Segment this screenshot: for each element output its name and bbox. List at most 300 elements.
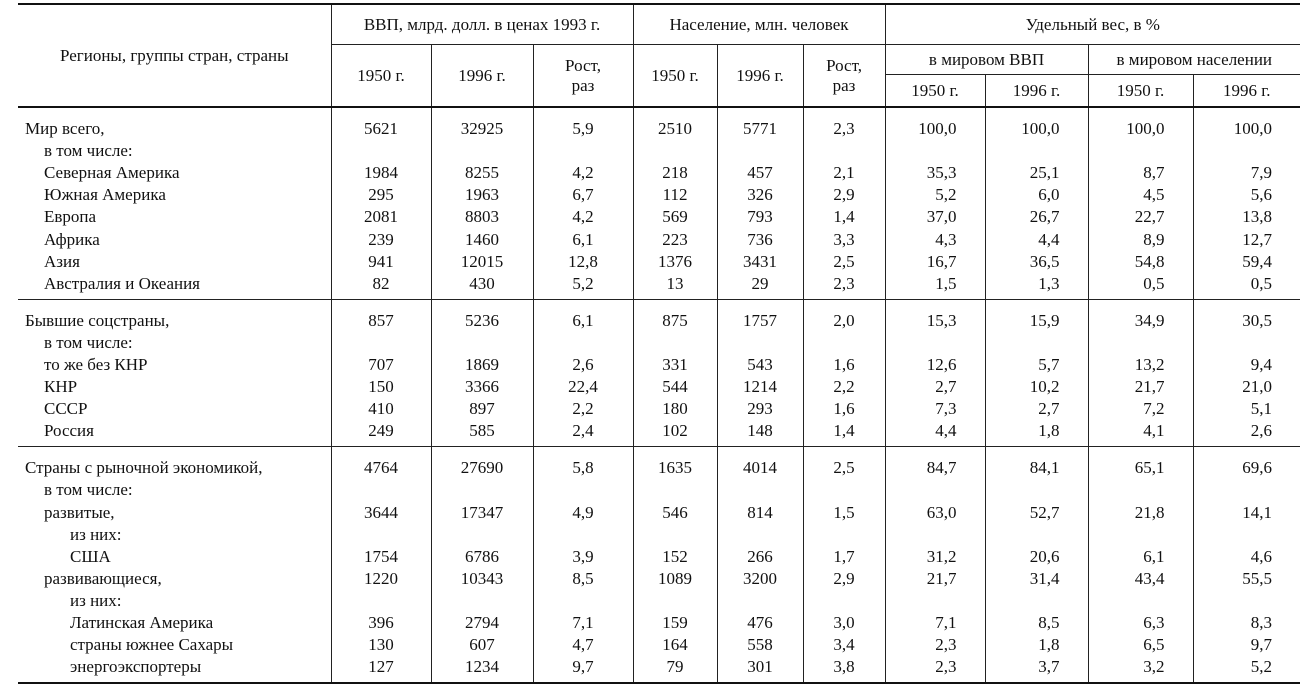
table-cell: 2081 <box>331 206 431 228</box>
table-cell <box>331 590 431 612</box>
table-cell: 1220 <box>331 568 431 590</box>
row-label: энергоэкспортеры <box>18 656 331 683</box>
row-label: страны южнее Сахары <box>70 635 234 655</box>
pop-growth-header: Рост, раз <box>803 45 885 108</box>
table-cell <box>331 524 431 546</box>
table-cell <box>331 479 431 501</box>
table-cell: 1,6 <box>803 398 885 420</box>
table-cell <box>985 524 1088 546</box>
row-label: СССР <box>44 399 88 419</box>
table-cell: 7,9 <box>1193 162 1300 184</box>
table-cell: 12,6 <box>885 354 985 376</box>
table-cell: 7,3 <box>885 398 985 420</box>
share-gdp-1996-header: 1996 г. <box>985 75 1088 108</box>
row-label: КНР <box>44 377 78 397</box>
table-cell: 54,8 <box>1088 251 1193 273</box>
table-cell: 544 <box>633 376 717 398</box>
table-cell <box>431 140 533 162</box>
table-cell: 21,7 <box>1088 376 1193 398</box>
table-row <box>18 479 1300 501</box>
table-cell <box>885 479 985 501</box>
table-cell: 4014 <box>717 447 803 480</box>
row-label: из них: <box>70 590 122 610</box>
table-cell: 1757 <box>717 299 803 332</box>
table-row <box>18 656 1300 683</box>
table-cell: 2,5 <box>803 447 885 480</box>
table-cell <box>985 590 1088 612</box>
table-cell: 100,0 <box>885 107 985 140</box>
table-cell: 4,4 <box>885 420 985 447</box>
row-label: Бывшие соцстраны, <box>25 310 170 330</box>
table-cell: 1214 <box>717 376 803 398</box>
table-cell: 9,7 <box>533 656 633 683</box>
row-label: Россия <box>18 420 331 447</box>
table-cell: 52,7 <box>985 502 1088 524</box>
table-cell: 2,7 <box>885 376 985 398</box>
table-cell: 4,9 <box>533 502 633 524</box>
table-cell: 3200 <box>717 568 803 590</box>
table-cell <box>533 590 633 612</box>
table-cell: 2,5 <box>803 251 885 273</box>
table-cell: 1635 <box>633 447 717 480</box>
gdp-group-header: ВВП, млрд. долл. в ценах 1993 г. <box>331 4 633 45</box>
table-cell: 5,2 <box>885 184 985 206</box>
table-cell: 2,6 <box>1193 420 1300 447</box>
table-cell: 5621 <box>331 107 431 140</box>
table-cell: 0,5 <box>1088 273 1193 300</box>
table-cell: 6,0 <box>985 184 1088 206</box>
regions-column-header: Регионы, группы стран, страны <box>18 4 331 107</box>
table-cell <box>1193 590 1300 612</box>
table-row <box>18 140 1300 162</box>
table-cell: 1984 <box>331 162 431 184</box>
table-cell <box>803 332 885 354</box>
table-row <box>18 184 1300 206</box>
table-cell: 15,3 <box>885 299 985 332</box>
table-cell: 2,9 <box>803 184 885 206</box>
table-cell <box>431 332 533 354</box>
table-cell <box>633 332 717 354</box>
table-cell: 29 <box>717 273 803 300</box>
share-pop-1950-header: 1950 г. <box>1088 75 1193 108</box>
table-cell: 31,4 <box>985 568 1088 590</box>
table-cell: 1,8 <box>985 420 1088 447</box>
table-cell: 12,8 <box>533 251 633 273</box>
table-cell: 8,5 <box>985 612 1088 634</box>
table-cell: 569 <box>633 206 717 228</box>
table-cell: 2,4 <box>533 420 633 447</box>
table-row <box>18 299 1300 332</box>
table-row <box>18 354 1300 376</box>
table-row <box>18 162 1300 184</box>
table-cell: 6,5 <box>1088 634 1193 656</box>
table-cell <box>533 524 633 546</box>
table-cell <box>1088 140 1193 162</box>
table-cell: 16,7 <box>885 251 985 273</box>
table-cell: 5,8 <box>533 447 633 480</box>
table-cell <box>431 479 533 501</box>
table-cell: 8255 <box>431 162 533 184</box>
row-label: в том числе: <box>44 480 133 500</box>
table-row <box>18 228 1300 250</box>
row-label: Северная Америка <box>44 163 180 183</box>
table-cell: 6,1 <box>533 228 633 250</box>
table-cell: 736 <box>717 228 803 250</box>
table-cell <box>985 140 1088 162</box>
table-cell: 1,4 <box>803 420 885 447</box>
table-cell <box>985 332 1088 354</box>
table-cell: 6,3 <box>1088 612 1193 634</box>
table-cell: 7,2 <box>1088 398 1193 420</box>
table-cell: 430 <box>431 273 533 300</box>
table-cell: 65,1 <box>1088 447 1193 480</box>
table-cell <box>633 524 717 546</box>
table-cell: 6786 <box>431 546 533 568</box>
row-label: Мир всего, <box>25 119 105 139</box>
table-cell: 607 <box>431 634 533 656</box>
table-cell: 546 <box>633 502 717 524</box>
table-cell: 2,3 <box>885 634 985 656</box>
table-cell: 25,1 <box>985 162 1088 184</box>
table-cell <box>717 590 803 612</box>
table-cell: 2,1 <box>803 162 885 184</box>
row-label: Страны с рыночной экономикой, <box>25 458 263 478</box>
table-cell: 3366 <box>431 376 533 398</box>
table-cell: 37,0 <box>885 206 985 228</box>
share-gdp-header: в мировом ВВП <box>885 45 1088 75</box>
table-cell: 4,6 <box>1193 546 1300 568</box>
table-cell: 130 <box>331 634 431 656</box>
table-cell <box>803 140 885 162</box>
table-cell: 1376 <box>633 251 717 273</box>
table-cell: 8,3 <box>1193 612 1300 634</box>
table-cell: 8,9 <box>1088 228 1193 250</box>
table-cell <box>985 479 1088 501</box>
table-cell: 12015 <box>431 251 533 273</box>
table-row <box>18 376 1300 398</box>
table-cell: 10343 <box>431 568 533 590</box>
table-cell: 2,9 <box>803 568 885 590</box>
table-cell: 2,3 <box>885 656 985 683</box>
table-cell: 2,3 <box>803 107 885 140</box>
table-cell <box>885 590 985 612</box>
table-cell <box>885 524 985 546</box>
row-label: в том числе: <box>44 141 133 161</box>
table-row <box>18 568 1300 590</box>
table-cell: 59,4 <box>1193 251 1300 273</box>
table-cell <box>533 140 633 162</box>
table-cell: 2,2 <box>803 376 885 398</box>
table-cell: 223 <box>633 228 717 250</box>
table-cell <box>1193 332 1300 354</box>
table-cell: 1234 <box>431 656 533 683</box>
table-cell <box>717 140 803 162</box>
table-cell <box>1193 524 1300 546</box>
table-cell <box>331 332 431 354</box>
table-row <box>18 251 1300 273</box>
pop-1950-header: 1950 г. <box>633 45 717 108</box>
table-cell: 410 <box>331 398 431 420</box>
table-cell: 30,5 <box>1193 299 1300 332</box>
table-row <box>18 546 1300 568</box>
table-cell <box>885 332 985 354</box>
table-cell: 5,2 <box>1193 656 1300 683</box>
table-cell: 4,1 <box>1088 420 1193 447</box>
table-cell: 5,2 <box>533 273 633 300</box>
table-cell: 22,7 <box>1088 206 1193 228</box>
table-cell: 2,0 <box>803 299 885 332</box>
table-cell: 84,7 <box>885 447 985 480</box>
table-cell: 10,2 <box>985 376 1088 398</box>
table-row <box>18 420 1300 447</box>
table-cell: 5,7 <box>985 354 1088 376</box>
table-cell: 1,4 <box>803 206 885 228</box>
table-cell <box>431 524 533 546</box>
table-cell: 63,0 <box>885 502 985 524</box>
row-label: Азия <box>44 251 80 271</box>
table-cell: 3644 <box>331 502 431 524</box>
table-cell <box>331 140 431 162</box>
table-cell: 27690 <box>431 447 533 480</box>
table-cell: 0,5 <box>1193 273 1300 300</box>
table-cell <box>885 140 985 162</box>
table-cell: 100,0 <box>1193 107 1300 140</box>
row-label: то же без КНР <box>44 354 148 374</box>
row-label: развивающиеся, <box>44 568 162 588</box>
table-cell: 79 <box>633 656 717 683</box>
share-pop-header: в мировом населении <box>1088 45 1300 75</box>
table-cell: 1,8 <box>985 634 1088 656</box>
table-cell: 4,2 <box>533 206 633 228</box>
table-cell: 21,0 <box>1193 376 1300 398</box>
table-cell: 84,1 <box>985 447 1088 480</box>
table-row <box>18 206 1300 228</box>
row-label: Африка <box>44 229 100 249</box>
table-cell: 36,5 <box>985 251 1088 273</box>
table-cell: 396 <box>331 612 431 634</box>
share-group-header: Удельный вес, в % <box>885 4 1300 45</box>
gdp-1950-header: 1950 г. <box>331 45 431 108</box>
table-cell: 1,6 <box>803 354 885 376</box>
table-cell: 8,7 <box>1088 162 1193 184</box>
table-cell: 7,1 <box>885 612 985 634</box>
table-cell: 180 <box>633 398 717 420</box>
table-cell: 26,7 <box>985 206 1088 228</box>
table-cell: 239 <box>331 228 431 250</box>
table-cell: 3431 <box>717 251 803 273</box>
table-cell: 2,6 <box>533 354 633 376</box>
table-row <box>18 502 1300 524</box>
table-cell <box>1088 524 1193 546</box>
table-cell: 35,3 <box>885 162 985 184</box>
table-cell: 249 <box>331 420 431 447</box>
table-cell: 6,1 <box>1088 546 1193 568</box>
table-cell <box>717 332 803 354</box>
table-cell: 100,0 <box>1088 107 1193 140</box>
table-cell <box>1193 140 1300 162</box>
population-group-header: Население, млн. человек <box>633 4 885 45</box>
table-cell: 9,4 <box>1193 354 1300 376</box>
table-cell: 21,8 <box>1088 502 1193 524</box>
table-cell: 2,3 <box>803 273 885 300</box>
table-cell: 5,6 <box>1193 184 1300 206</box>
row-label: США <box>70 546 111 566</box>
table-row <box>18 634 1300 656</box>
table-body <box>18 107 1300 683</box>
table-cell: 476 <box>717 612 803 634</box>
table-row <box>18 590 1300 612</box>
table-cell: 4764 <box>331 447 431 480</box>
table-cell: 301 <box>717 656 803 683</box>
table-cell: 127 <box>331 656 431 683</box>
table-cell <box>803 524 885 546</box>
table-cell: 1963 <box>431 184 533 206</box>
gdp-1996-header: 1996 г. <box>431 45 533 108</box>
table-cell: 2794 <box>431 612 533 634</box>
table-cell: 331 <box>633 354 717 376</box>
row-label: в том числе: <box>44 332 133 352</box>
table-cell: 5,1 <box>1193 398 1300 420</box>
table-cell <box>1088 590 1193 612</box>
row-label: Южная Америка <box>44 185 166 205</box>
table-cell: 897 <box>431 398 533 420</box>
table-cell: 4,7 <box>533 634 633 656</box>
table-cell: 159 <box>633 612 717 634</box>
table-cell: 1,7 <box>803 546 885 568</box>
table-cell: 164 <box>633 634 717 656</box>
table-cell: 1089 <box>633 568 717 590</box>
table-row <box>18 612 1300 634</box>
table-cell: 3,8 <box>803 656 885 683</box>
table-cell: 152 <box>633 546 717 568</box>
table-cell: 793 <box>717 206 803 228</box>
row-label: из них: <box>70 524 122 544</box>
table-cell: 295 <box>331 184 431 206</box>
table-cell: 3,0 <box>803 612 885 634</box>
table-cell: 15,9 <box>985 299 1088 332</box>
row-label: развитые, <box>44 502 115 522</box>
table-cell: 4,2 <box>533 162 633 184</box>
table-cell: 31,2 <box>885 546 985 568</box>
table-cell: 82 <box>331 273 431 300</box>
table-cell: 14,1 <box>1193 502 1300 524</box>
table-cell: 457 <box>717 162 803 184</box>
table-cell: 3,3 <box>803 228 885 250</box>
table-cell: 875 <box>633 299 717 332</box>
table-cell: 4,5 <box>1088 184 1193 206</box>
table-cell: 2,2 <box>533 398 633 420</box>
table-header <box>18 4 1300 107</box>
share-pop-1996-header: 1996 г. <box>1193 75 1300 108</box>
gdp-growth-header: Рост, раз <box>533 45 633 108</box>
table-cell: 6,1 <box>533 299 633 332</box>
table-cell <box>1193 479 1300 501</box>
table-cell: 6,7 <box>533 184 633 206</box>
table-cell: 3,2 <box>1088 656 1193 683</box>
share-gdp-1950-header: 1950 г. <box>885 75 985 108</box>
table-cell: 814 <box>717 502 803 524</box>
table-cell: 2510 <box>633 107 717 140</box>
table-cell: 543 <box>717 354 803 376</box>
table-cell: 1460 <box>431 228 533 250</box>
table-cell: 8,5 <box>533 568 633 590</box>
table-cell: 4,3 <box>885 228 985 250</box>
table-cell: 3,9 <box>533 546 633 568</box>
table-cell: 5236 <box>431 299 533 332</box>
table-cell <box>431 590 533 612</box>
table-cell <box>717 479 803 501</box>
table-cell: 148 <box>717 420 803 447</box>
table-row <box>18 524 1300 546</box>
table-row <box>18 447 1300 480</box>
table-cell: 17347 <box>431 502 533 524</box>
row-label: Латинская Америка <box>70 613 214 633</box>
table-cell: 1,3 <box>985 273 1088 300</box>
table-cell: 857 <box>331 299 431 332</box>
row-label: Австралия и Океания <box>18 273 331 300</box>
table-cell: 43,4 <box>1088 568 1193 590</box>
table-cell: 13 <box>633 273 717 300</box>
table-cell: 12,7 <box>1193 228 1300 250</box>
table-cell: 5771 <box>717 107 803 140</box>
table-cell: 13,2 <box>1088 354 1193 376</box>
table-cell: 326 <box>717 184 803 206</box>
table-cell: 1754 <box>331 546 431 568</box>
table-cell <box>803 479 885 501</box>
table-row <box>18 332 1300 354</box>
table-cell: 558 <box>717 634 803 656</box>
table-cell: 3,4 <box>803 634 885 656</box>
table-cell: 22,4 <box>533 376 633 398</box>
table-cell: 150 <box>331 376 431 398</box>
table-cell: 707 <box>331 354 431 376</box>
table-cell: 7,1 <box>533 612 633 634</box>
table-cell: 13,8 <box>1193 206 1300 228</box>
table-cell: 218 <box>633 162 717 184</box>
table-cell: 293 <box>717 398 803 420</box>
table-cell <box>803 590 885 612</box>
table-cell: 1,5 <box>803 502 885 524</box>
table-row <box>18 107 1300 140</box>
statistics-table <box>18 3 1300 684</box>
table-cell: 69,6 <box>1193 447 1300 480</box>
table-cell: 2,7 <box>985 398 1088 420</box>
table-row <box>18 398 1300 420</box>
table-cell <box>633 590 717 612</box>
row-label: Европа <box>44 207 97 227</box>
table-cell <box>633 479 717 501</box>
table-cell: 8803 <box>431 206 533 228</box>
table-cell: 20,6 <box>985 546 1088 568</box>
table-cell <box>1088 332 1193 354</box>
table-cell: 100,0 <box>985 107 1088 140</box>
table-cell: 34,9 <box>1088 299 1193 332</box>
table-cell: 5,9 <box>533 107 633 140</box>
table-cell <box>533 479 633 501</box>
table-row <box>18 273 1300 300</box>
table-cell: 55,5 <box>1193 568 1300 590</box>
table-cell: 585 <box>431 420 533 447</box>
table-cell <box>717 524 803 546</box>
table-cell: 21,7 <box>885 568 985 590</box>
table-cell: 102 <box>633 420 717 447</box>
table-cell <box>633 140 717 162</box>
table-cell: 3,7 <box>985 656 1088 683</box>
table-cell: 112 <box>633 184 717 206</box>
table-cell <box>533 332 633 354</box>
table-cell: 1,5 <box>885 273 985 300</box>
table-cell: 941 <box>331 251 431 273</box>
